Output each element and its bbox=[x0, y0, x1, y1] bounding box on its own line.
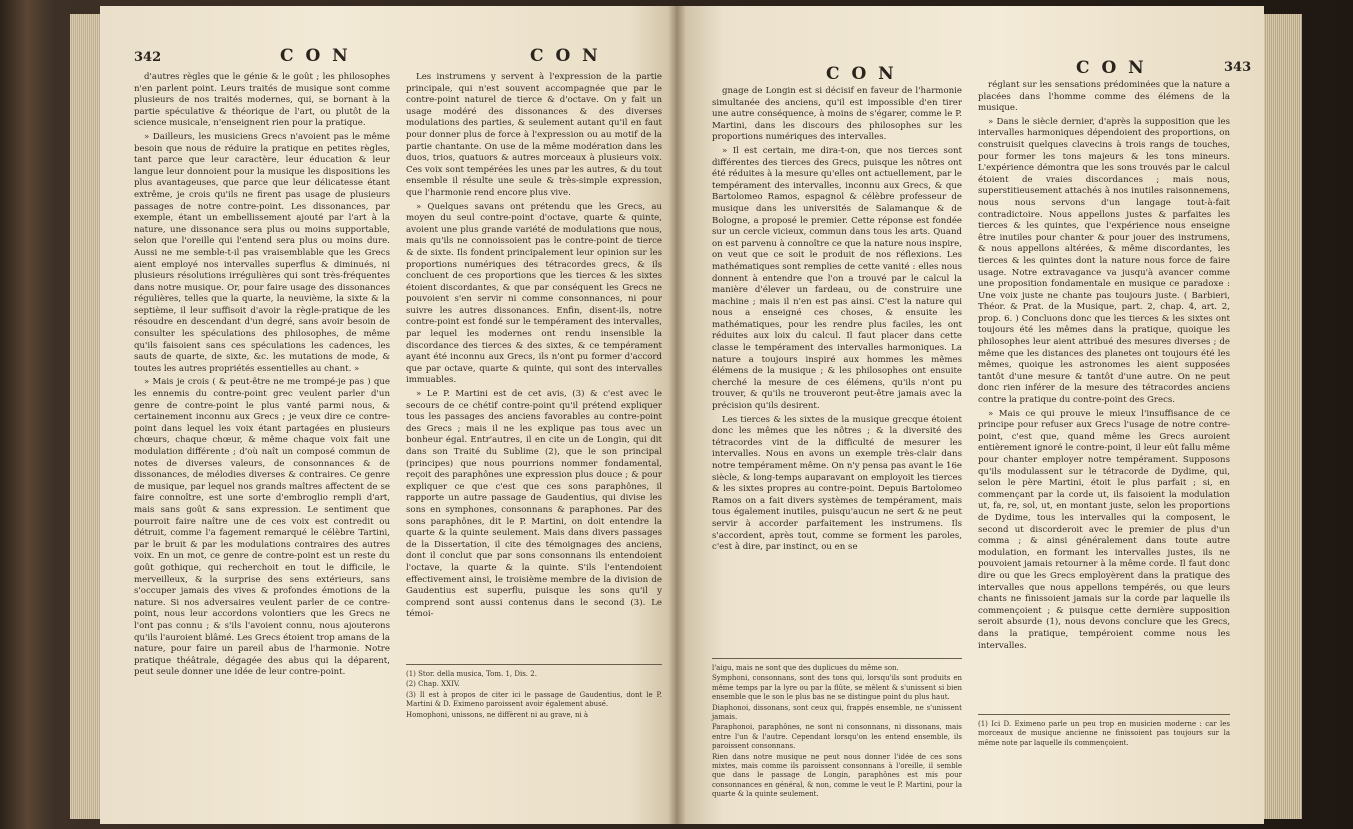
footnote: Paraphonoi, paraphônes, ne sont ni consonnans, ni dissonans, mais entre l'un & l'autre. Cependant lorsqu'on les entend ensemble, ils paroissent consonnans. bbox=[712, 723, 962, 751]
paragraph: Les tierces & les sixtes de la musique grecque étoient donc les mêmes que les nôtres ; & la diversité des tétracordes vint de la difficulté de mesurer les intervalles. Nous en avons un exemple très-clair dans notre tempérament même. On n'y pensa pas avant le 16e siècle, & long-temps auparavant on employoit les tierces & les sixtes propres au contre-point. Depuis Bartolomeo Ramos on a fait divers systèmes de tempérament, mais tous également inutiles, puisqu'aucun ne sert & ne peut servir à accorder parfaitement les instrumens. Ils s'accordent, après tout, comme se forment les paroles, c'est à dire, par instinct, ou en se bbox=[712, 414, 962, 553]
footnote: (3) Il est à propos de citer ici le passage de Gaudentius, dont le P. Martini & D. Eximeno paroissent avoir également abusé. bbox=[406, 690, 662, 709]
right-page bbox=[676, 6, 1264, 824]
footnote: (2) Chap. XXIV. bbox=[406, 680, 460, 689]
paragraph: Les instrumens y servent à l'expression de la partie principale, qui n'est souvent accompagnée que par le contre-point naturel de tierce & d'octave. On y fait un usage modéré des dissonances & des diverses modulations des parties, & seulement autant qu'il en faut pour donner plus de force à l'expression ou au motif de la partie chantante. On use de la même modération dans les duos, trios, quatuors & autres morceaux à plusieurs voix. Ces voix sont tempérées les unes par les autres, & du tout ensemble il résulte une seule & très-simple expression, que l'harmonie rend encore plus vive. bbox=[406, 72, 662, 198]
left-page-column-2 bbox=[406, 72, 662, 658]
paragraph: d'autres règles que le génie & le goût ; les philosophes n'en parlent point. Leurs traités de musique sont comme plusieurs de nos traités modernes, qui, se bornant à la partie spéculative & théorique de l'art, ou plutôt de la science musicale, n'enseignent rien pour la pratique. bbox=[134, 72, 390, 129]
running-head-right-col1: C O N bbox=[826, 64, 897, 84]
running-head-right-col2: C O N bbox=[1076, 58, 1147, 78]
paragraph: » Dans le siècle dernier, d'après la supposition que les intervalles harmoniques dépendoient des proportions, on construisit quelques clavecins à trois rangs de touches, pour former les tons majeurs & les tons mineurs. L'expérience démontra que les sons trouvés par le calcul étoient de vraies discordances ; mais nous, superstitieusement attachés à nos inutiles raisonnemens, nous nous servons d'un langage tout-à-fait contradictoire. Nous appellons justes & parfaites les tierces & les quintes, que l'expérience nous enseigne être inutiles pour chanter & pour jouer des instrumens, & nous appellons altérées, & même discordantes, les tierces & les quintes dont la nature nous force de faire usage. Notre extravagance va jusqu'à avancer comme une proposition fondamentale en musique ce paradoxe : Une voix juste ne chante pas toujours juste. ( Barbieri, Théor. & Prat. de la Musique, part. 2, chap. 4, art. 2, prop. 6. ) Concluons donc que les tierces & les sixtes ont toujours été les mêmes dans la pratique, quoique les philosophes leur aient attribué des mesures diverses ; de même que les distances des planetes ont toujours été les mêmes, quoique les astronomes les aient supposées tantôt d'une mesure & tantôt d'une autre. On ne peut donc rien inférer de la mesure des tétracordes anciens contre la pratique du contre-point des Grecs. bbox=[978, 116, 1230, 406]
page-edges-left bbox=[70, 14, 102, 819]
paragraph: réglant sur les sensations prédominées que la nature a placées dans l'homme comme des élémens de la musique. bbox=[978, 80, 1230, 114]
paragraph: » Dailleurs, les musiciens Grecs n'avoient pas le même besoin que nous de réduire la pratique en petites règles, tant parce que leur caractère, leur éducation & leur langue leur donnoient pour la musique les dispositions les plus avantageuses, que parce que leur délicatesse étant extrême, je crois qu'ils ne firent pas usage de plusieurs passages de notre contre-point. Les dissonances, par exemple, étant un embellissement ajouté par l'art à la nature, une dissonance sera plus ou moins supportable, selon que l'oreille qui l'entend sera plus ou moins dure. Aussi ne me semble-t-il pas vraisemblable que les Grecs aient employé nos intervalles superflus & diminués, ni plusieurs résolutions irrégulières qui sont très-fréquentes dans notre musique. Or, pour faire usage des dissonances régulières, telles que la quarte, la neuvième, la sixte & la septième, il leur suffisoit d'avoir la règle-pratique de les résoudre en descendant d'un degré, sans avoir besoin de consulter les spéculations des philosophes, de même qu'ils faisoient sans ces spéculations les cadences, les sauts de quarte, de sixte, &c. les mutations de mode, & toutes les autres propriétés essentielles au chant. » bbox=[134, 131, 390, 374]
paragraph: » Il est certain, me dira-t-on, que nos tierces sont différentes des tierces des Grecs, puisque les nôtres ont été réduites à la mesure qu'elles ont actuellement, par le tempérament des intervalles, inconnu aux Grecs, & que Bartolomeo Ramos, espagnol & célèbre professeur de musique dans les universités de Salamanque & de Bologne, a proposé le premier. Cette réponse est fondée sur un cercle vicieux, commun dans tous les arts. Quand on est parvenu à connoître ce que la nature nous inspire, on veut que ce soit le produit de nos réflexions. Les mathématiques sont remplies de cette vanité : elles nous donnent à entendre que l'on a trouvé par le calcul la manière d'élever un fardeau, ou de construire une machine ; mais il n'en est pas ainsi. C'est la nature qui nous a enseigné ces choses, & ensuite les mathématiques, pour les rendre plus faciles, les ont réduites aux loix du calcul. Il faut placer dans cette classe le tempérament des intervalles harmoniques. La nature a toujours inspiré aux hommes les mêmes élémens de la musique ; & les philosophes ont ensuite cherché la mesure de ces élémens, qu'ils n'ont pu trouver, & qu'ils ne trouveront peut-être jamais avec la précision qu'ils desirent. bbox=[712, 145, 962, 412]
left-page-column-1 bbox=[134, 72, 390, 817]
left-page-footnotes bbox=[406, 670, 662, 816]
page-number-right: 343 bbox=[1224, 60, 1252, 75]
paragraph: gnage de Longin est si décisif en faveur de l'harmonie simultanée des anciens, qu'il est impossible d'en tirer une autre conséquence, à moins de s'égarer, comme le P. Martini, dans les discours des philosophes sur les proportions numériques des intervalles. bbox=[712, 86, 962, 143]
footnote-rule bbox=[712, 658, 962, 659]
paragraph: » Le P. Martini est de cet avis, (3) & c'est avec le secours de ce chétif contre-point qu'il prétend expliquer tous les passages des anciens favorables au contre-point des Grecs ; mais il ne les explique pas tous avec un bonheur égal. Entr'autres, il en cite un de Longin, qui dit dans son Traité du Sublime (2), que le son principal (principes) que nous pourrions nommer fondamental, reçoit des paraphônes une expression plus douce ; & pour expliquer ce que c'est que ces sons paraphônes, il rapporte un autre passage de Gaudentius, qui divise les sons en symphones, consonnans & paraphones. Par des sons paraphônes, dit le P. Martini, on doit entendre la quarte & la quinte seulement. Mais dans divers passages de la Dissertation, il cite des témoignages des anciens, dont il conclut que par sons consonnans ils entendoient l'octave, la quarte & la quinte. S'ils l'entendoient effectivement ainsi, le troisième membre de la division de Gaudentius est superflu, puisque les sons qu'il y comprend sont aussi contenus dans le second (3). Le témoi- bbox=[406, 389, 662, 620]
right-page-footnotes-col2 bbox=[978, 720, 1230, 814]
paragraph: » Quelques savans ont prétendu que les Grecs, au moyen du seul contre-point d'octave, quarte & quinte, avoient une plus grande variété de modulations que nous, mais qu'ils ne connoissoient pas le contre-point de tierce & de sixte. Ils fondent principalement leur opinion sur les proportions numériques des tétracordes grecs, & ils concluent de ces proportions que les tierces & les sixtes étoient discordantes, & que par conséquent les Grecs ne pouvoient s'en servir ni comme consonnances, ni pour suivre les autres dissonances. Enfin, disent-ils, notre contre-point est fondé sur le tempérament des intervalles, par lequel les modernes ont rendu insensible la discordance des tierces & des sixtes, & ce tempérament ayant été inconnu aux Grecs, ils n'ont pu former d'accord que par octave, quarte & quinte, qui sont des intervalles immuables. bbox=[406, 201, 662, 386]
footnote: (1) Stor. della musica, Tom. 1, Dis. 2. bbox=[406, 670, 537, 678]
footnote: (1) Ici D. Eximeno parle un peu trop en musicien moderne : car les morceaux de musique ancienne ne finissoient pas toujours sur la même note par laquelle ils commençoient. bbox=[978, 720, 1230, 747]
running-head-left-col1: C O N bbox=[280, 46, 351, 66]
right-page-column-1 bbox=[712, 86, 962, 654]
footnote: l'aigu, mais ne sont que des duplicues du même son. bbox=[712, 664, 899, 672]
paragraph: » Mais je crois ( & peut-être ne me trompé-je pas ) que les ennemis du contre-point grec veulent parler d'un genre de contre-point le plus vanté parmi nous, & certainement inconnu aux Grecs ; je veux dire ce contre-point dans lequel les voix étant partagées en plusieurs chœurs, chaque chœur, & même chaque voix fait une modulation différente ; d'où naît un composé commun de notes de diverses valeurs, de consonnances & de dissonances, de mélodies diverses & contraires. Ce genre de musique, par lequel nos grands maîtres affectent de se faire connoître, est une sorte d'embroglio rempli d'art, mais sans goût & sans expression. Le sentiment que pourroit faire naître une de ces voix est contredit ou détruit, comme l'a fagement remarqué le célèbre Tartini, par le bruit & par les modulations contraires des autres voix. En un mot, ce genre de contre-point est un reste du goût gothique, qui recherchoit en tout le difficile, le merveilleux, & la surprise des sens extérieurs, sans s'occuper jamais des vives & profondes émotions de la nature. Si nos adversaires veulent parler de ce contre-point, nous leur accordons volontiers que les Grecs ne l'ont pas connu ; & s'ils l'avoient connu, nous ajouterons qu'ils l'auroient blâmé. Les Grecs étoient trop amans de la nature, pour faire un pareil abus de l'harmonie. Notre pratique théâtrale, dégagée des abus qui la déparent, peut seule donner une idée de leur contre-point. bbox=[134, 377, 390, 678]
footnote-rule bbox=[978, 714, 1230, 715]
running-head-left-col2: C O N bbox=[530, 46, 601, 66]
right-page-footnotes-col1 bbox=[712, 664, 962, 814]
page-edges-right bbox=[1262, 14, 1302, 819]
page-number-left: 342 bbox=[134, 50, 162, 65]
footnote: Symphoni, consonnans, sont des tons qui, lorsqu'ils sont produits en même temps par la lyre ou par la flûte, se mêlent & s'unissent si bien ensemble que le son le plus bas ne se distingue point du plus haut. bbox=[712, 674, 962, 702]
footnote: Diaphonoi, dissonans, sont ceux qui, frappés ensemble, ne s'unissent jamais. bbox=[712, 703, 962, 722]
footnote-rule bbox=[406, 664, 662, 665]
book-gutter bbox=[668, 6, 686, 824]
footnote: Rien dans notre musique ne peut nous donner l'idée de ces sons mixtes, mais comme ils paroissent consonnans à l'oreille, il semble que dans le passage de Longin, paraphônes est mis pour consonnances en général, & non, comme le veut le P. Martini, pour la quarte & la quinte seulement. bbox=[712, 752, 962, 799]
footnote: Homophoni, unissons, ne diffèrent ni au grave, ni à bbox=[406, 710, 589, 719]
left-page bbox=[100, 6, 676, 824]
paragraph: » Mais ce qui prouve le mieux l'insuffisance de ce principe pour refuser aux Grecs l'usage de notre contre-point, c'est que, quand même les Grecs auroient entièrement ignoré le contre-point, il leur eût fallu même pour chanter employer notre tempérament. Supposons qu'ils modulassent sur le tétracorde de Dydime, qui, selon le père Martini, étoit le plus parfait ; si, en commençant par la corde ut, ils faisoient la modulation ut, fa, re, sol, ut, en montant juste, selon les proportions de Dydime, tous les intervalles qui la composent, le second ut discorderoit avec le premier de plus d'un comma ; & ainsi généralement dans toute autre modulation, en formant les intervalles justes, ils ne pouvoient jamais retourner à la même corde. Il faut donc dire ou que les Grecs employèrent dans la pratique des intervalles que nous appellons tempérés, ou que leurs chants ne finissoient jamais sur la corde par laquelle ils commençoient ; & puisque cette dernière supposition seroit absurde (1), nous devons conclure que les Grecs, dans la pratique, tempéroient comme nous les intervalles. bbox=[978, 408, 1230, 651]
right-page-column-2 bbox=[978, 80, 1230, 708]
